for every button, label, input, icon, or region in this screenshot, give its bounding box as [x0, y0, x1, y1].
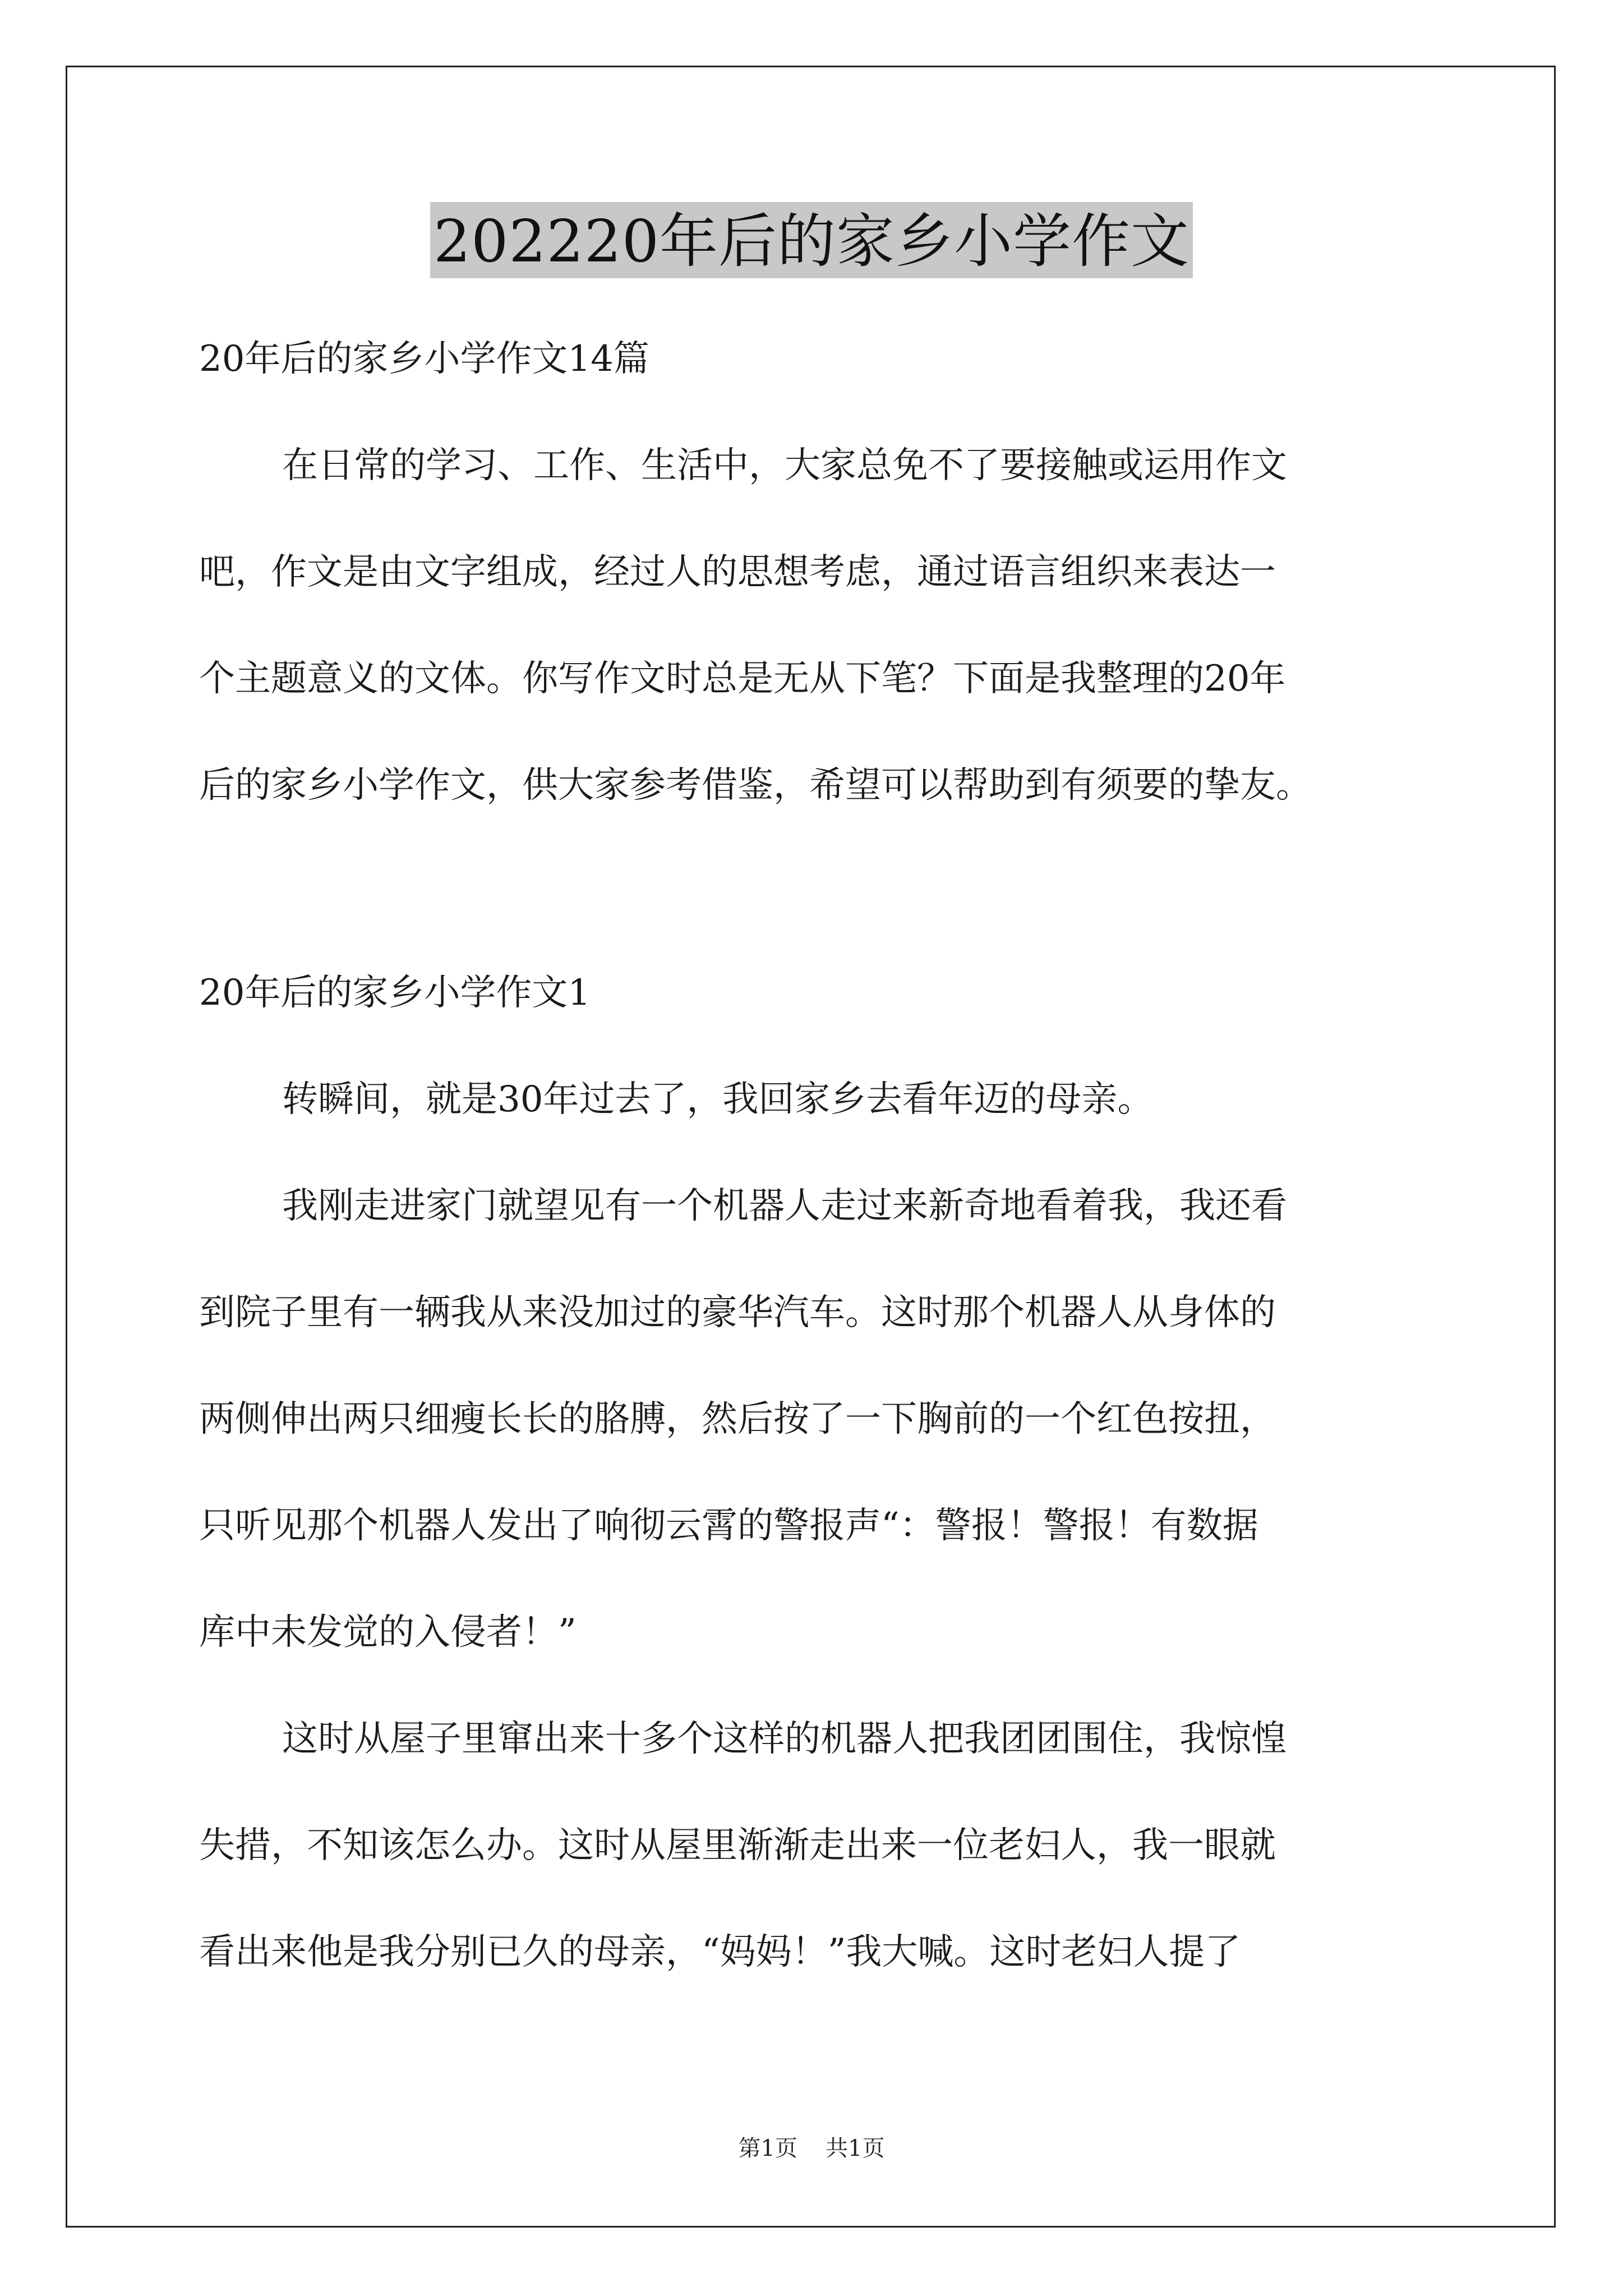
text-line: 后的家乡小学作文，供大家参考借鉴，希望可以帮助到有须要的挚友。 — [199, 765, 1312, 806]
subtitle: 20年后的家乡小学作文14篇 — [199, 338, 649, 380]
text-line: 吧，作文是由文字组成，经过人的思想考虑，通过语言组织来表达一 — [199, 551, 1276, 593]
paragraph-1 — [199, 1046, 1433, 1153]
page-footer — [0, 2132, 1623, 2165]
text-line: 看出来他是我分别已久的母亲，“妈妈！”我大喊。这时老妇人提了 — [199, 1931, 1241, 1973]
text-line: 我刚走进家门就望见有一个机器人走过来新奇地看着我，我还看 — [282, 1185, 1287, 1227]
text-line: 这时从屋子里窜出来十多个这样的机器人把我团团围住，我惊惶 — [282, 1718, 1287, 1760]
section-heading: 20年后的家乡小学作文1 — [199, 972, 591, 1014]
page-total: 共1页 — [826, 2136, 885, 2161]
document-title: 202220年后的家乡小学作文 — [430, 202, 1193, 278]
page-number: 第1页 — [738, 2136, 797, 2161]
section-spacer — [199, 839, 1433, 940]
text-line: 在日常的学习、工作、生活中，大家总免不了要接触或运用作文 — [282, 445, 1287, 486]
paragraph-3 — [199, 1686, 1433, 2005]
text-line: 库中未发觉的入侵者！” — [199, 1612, 577, 1653]
text-line: 失措，不知该怎么办。这时从屋里渐渐走出来一位老妇人，我一眼就 — [199, 1825, 1276, 1866]
paragraph-2 — [199, 1153, 1433, 1686]
text-line: 只听见那个机器人发出了响彻云霄的警报声“：警报！警报！有数据 — [199, 1505, 1258, 1547]
intro-paragraph — [199, 412, 1433, 839]
text-line: 到院子里有一辆我从来没加过的豪华汽车。这时那个机器人从身体的 — [199, 1292, 1276, 1333]
text-line: 两侧伸出两只细瘦长长的胳膊，然后按了一下胸前的一个红色按扭， — [199, 1398, 1276, 1440]
title-container — [0, 202, 1623, 278]
text-line: 转瞬间，就是30年过去了，我回家乡去看年迈的母亲。 — [282, 1079, 1154, 1120]
text-line: 个主题意义的文体。你写作文时总是无从下笔？下面是我整理的20年 — [199, 658, 1286, 700]
document-body — [199, 306, 1433, 2005]
